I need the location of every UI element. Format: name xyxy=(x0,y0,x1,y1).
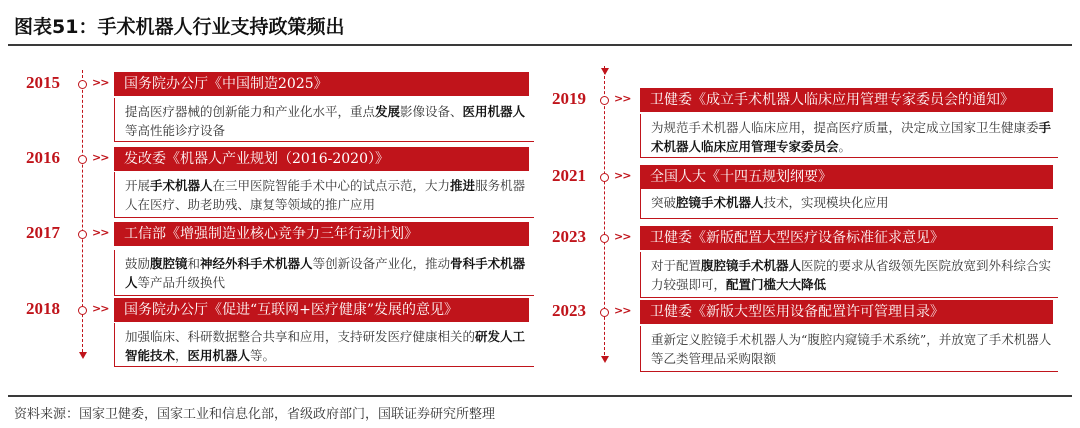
policy-banner: 国务院办公厅《中国制造2025》 xyxy=(114,72,529,96)
description-text: 重新定义腔镜手术机器人为“腹腔内窥镜手术系统”，并放宽了手术机器人等乙类管理品采购限额 xyxy=(651,332,1052,366)
description-text: ， xyxy=(175,348,188,363)
description-text: 加强临床、科研数据整合共享和应用，支持研发医疗健康相关的 xyxy=(125,329,476,344)
timeline-node-icon xyxy=(600,308,609,317)
chevron-icon: >> xyxy=(92,302,109,315)
figure-title: 图表51：手术机器人行业支持政策频出 xyxy=(14,16,345,38)
left-timeline-arrow-icon xyxy=(79,352,87,359)
description-text: 医院的要求从省级领先医院放宽到外科综合实力较强即可， xyxy=(651,258,1052,292)
description-text: 和 xyxy=(187,256,201,271)
description-text: 开展 xyxy=(125,178,151,193)
description-highlight: 手术机器人 xyxy=(150,178,213,193)
description-highlight: 医用机器人 xyxy=(462,104,526,119)
policy-description xyxy=(640,189,1058,219)
description-text: 影像设备、 xyxy=(400,104,463,119)
description-text: 在三甲医院智能手术中心的试点示范，大力 xyxy=(212,178,451,193)
chevron-icon: >> xyxy=(92,226,109,239)
policy-description xyxy=(114,98,534,142)
description-text: 服务机器人在医疗、助老助残、康复等领域的推广应用 xyxy=(125,178,526,212)
timeline-node-icon xyxy=(78,306,87,315)
timeline-year: 2018 xyxy=(26,299,60,318)
policy-description xyxy=(114,250,534,296)
timeline-year: 2021 xyxy=(552,166,586,185)
policy-description xyxy=(114,172,534,218)
description-highlight: 配置门槛大大降低 xyxy=(726,277,827,292)
policy-banner: 国务院办公厅《促进“互联网+医疗健康”发展的意见》 xyxy=(114,298,529,322)
description-text: 对于配置 xyxy=(651,258,702,273)
timeline-node-icon xyxy=(600,96,609,105)
timeline-year: 2019 xyxy=(552,89,586,108)
chevron-icon: >> xyxy=(614,230,631,243)
timeline-year: 2016 xyxy=(26,148,60,167)
description-highlight: 研发人工智能技术 xyxy=(125,329,526,363)
description-text: 。 xyxy=(838,139,852,154)
description-highlight: 腔镜手术机器人 xyxy=(676,195,764,210)
policy-banner: 卫健委《新版大型医用设备配置许可管理目录》 xyxy=(640,300,1053,324)
description-highlight: 手术机器人临床应用管理专家委员会 xyxy=(651,120,1052,154)
description-text: 技术，实现模块化应用 xyxy=(763,195,889,210)
policy-banner: 发改委《机器人产业规划（2016-2020）》 xyxy=(114,147,529,171)
timeline-year: 2017 xyxy=(26,223,60,242)
description-text: 等产品升级换代 xyxy=(137,275,226,290)
description-highlight: 推进 xyxy=(450,178,476,193)
description-text: 等。 xyxy=(250,348,276,363)
description-text: 突破 xyxy=(651,195,677,210)
bottom-rule xyxy=(8,395,1072,397)
description-text: 鼓励 xyxy=(125,256,151,271)
policy-banner: 卫健委《新版配置大型医疗设备标准征求意见》 xyxy=(640,226,1053,250)
timeline-node-icon xyxy=(78,80,87,89)
timeline-year: 2023 xyxy=(552,227,586,246)
timeline-node-icon xyxy=(78,155,87,164)
policy-banner: 卫健委《成立手术机器人临床应用管理专家委员会的通知》 xyxy=(640,88,1053,112)
description-highlight: 骨科手术机器人 xyxy=(125,256,526,290)
description-highlight: 神经外科手术机器人 xyxy=(200,256,313,271)
policy-description xyxy=(640,326,1058,372)
description-highlight: 发展 xyxy=(375,104,401,119)
description-text: 等创新设备产业化，推动 xyxy=(312,256,451,271)
right-timeline-bottom-arrow-icon xyxy=(601,356,609,363)
chevron-icon: >> xyxy=(92,76,109,89)
description-highlight: 腹腔镜手术机器人 xyxy=(701,258,802,273)
source-note: 资料来源：国家卫健委，国家工业和信息化部，省级政府部门，国联证券研究所整理 xyxy=(14,407,496,422)
chevron-icon: >> xyxy=(614,92,631,105)
description-text: 为规范手术机器人临床应用，提高医疗质量，决定成立国家卫生健康委 xyxy=(651,120,1039,135)
description-highlight: 腹腔镜 xyxy=(150,256,188,271)
chevron-icon: >> xyxy=(614,304,631,317)
policy-description xyxy=(114,323,534,367)
top-rule xyxy=(8,44,1072,46)
chevron-icon: >> xyxy=(614,169,631,182)
policy-description xyxy=(640,114,1058,158)
timeline-node-icon xyxy=(600,234,609,243)
timeline-node-icon xyxy=(600,173,609,182)
policy-description xyxy=(640,252,1058,298)
chevron-icon: >> xyxy=(92,151,109,164)
description-text: 等高性能诊疗设备 xyxy=(125,123,226,138)
timeline-node-icon xyxy=(78,230,87,239)
right-timeline-top-arrow-icon xyxy=(601,68,609,75)
description-text: 提高医疗器械的创新能力和产业化水平，重点 xyxy=(125,104,376,119)
policy-banner: 全国人大《十四五规划纲要》 xyxy=(640,165,1053,189)
description-highlight: 医用机器人 xyxy=(187,348,251,363)
timeline-year: 2015 xyxy=(26,73,60,92)
timeline-year: 2023 xyxy=(552,301,586,320)
policy-banner: 工信部《增强制造业核心竞争力三年行动计划》 xyxy=(114,222,529,246)
